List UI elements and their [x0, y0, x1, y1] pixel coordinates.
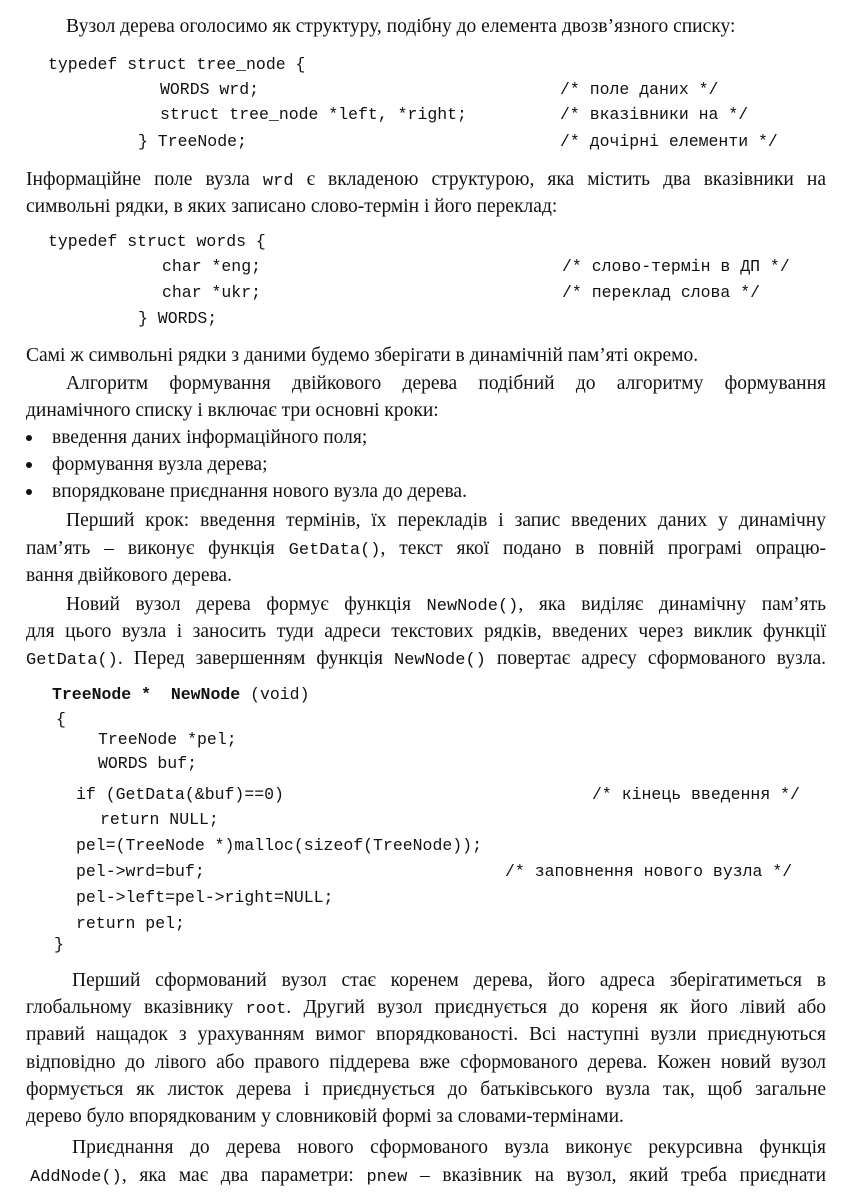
paragraph-line: AddNode(), яка має два параметри: pnew – вказівник на вузол, який треба приєднати [30, 1165, 827, 1187]
code-comment: /* заповнення нового вузла */ [505, 862, 793, 881]
code-line: pel->left=pel->right=NULL; [76, 888, 334, 907]
paragraph-line: символьні рядки, в яких записано слово-термін і його переклад: [26, 196, 558, 217]
code-line: } TreeNode; [138, 132, 247, 151]
inline-code: GetData() [26, 651, 118, 670]
code-line: { [56, 710, 66, 729]
code-line: typedef struct tree_node { [48, 55, 306, 74]
code-line: TreeNode *pel; [98, 730, 237, 749]
code-comment: /* вказівники на */ [560, 105, 749, 124]
bullet-icon [26, 489, 32, 495]
paragraph-line: правий нащадок з урахуванням вимог впорядкованості. Всі наступні вузли приєднуються [26, 1024, 826, 1045]
paragraph-line: для цього вузла і заносить туди адреси текстових рядків, введених через виклик функції [26, 621, 826, 642]
code-comment: /* кінець введення */ [592, 785, 800, 804]
code-line: return NULL; [100, 810, 219, 829]
paragraph-addnode: Приєднання до дерева нового сформованого вузла виконує рекурсивна функція [72, 1137, 826, 1158]
code-line: return pel; [76, 914, 185, 933]
paragraph-first-step: Перший крок: введення термінів, їх перекладів і запис введених даних у динамічну [66, 510, 826, 531]
code-line: if (GetData(&buf)==0) [76, 785, 284, 804]
code-comment: /* дочірні елементи */ [560, 132, 778, 151]
inline-code: GetData() [288, 541, 381, 560]
document-page: Вузол дерева оголосимо як структуру, подібну до елемента двозв’язного списку: typedef struct tree_node { WORDS wrd; /* поле даних */ struct tree_node *left, *right; /* вказівники на */ } TreeNode; /* дочірні елементи */ Інформаційне поле вузла wrd є вкладеною структурою, яка містить два вказівники на символьні рядки, в яких записано слово-термін і його переклад: typedef struct words { char *eng; /* слово-термін в ДП */ char *ukr; /* переклад слова */ } WORDS; Самі ж символьні рядки з даними будемо зберігати в динамічній пам’яті окремо. Алгоритм формування двійкового дерева подібний до алгоритму формування динамічного списку і включає три основні кроки: введення даних інформаційного поля; формування вузла дерева; впорядковане приєднання нового вузла до дерева. Перший крок: введення термінів, їх перекладів і запис введених даних у динамічну пам’ять – виконує функція GetData(), текст якої подано в повній програмі опрацю- вання двійкового дерева. Новий вузол дерева формує функція NewNode(), яка виділяє динамічну пам’ять для цього вузла і заносить туди адреси текстових рядків, введених через виклик функції GetData(). Перед завершенням функція NewNode() повертає адресу сформованого вузла. TreeNode * NewNode (void) { TreeNode *pel; WORDS buf; if (GetData(&buf)==0) /* кінець введення */ return NULL; pel=(TreeNode *)malloc(sizeof(TreeNode)); pel->wrd=buf; /* заповнення нового вузла */ pel->left=pel->right=NULL; return pel; } Перший сформований вузол стає коренем дерева, його адреса зберігатиметься в глобальному вказівнику root. Другий вузол приєднується до кореня як його лівий або правий нащадок з урахуванням вимог впорядкованості. Всі наступні вузли приєднуються відповідно до лівого або правого піддерева вже сформованого дерева. Кожен новий вузол формується як листок дерева і приєднується до батьківського вузла так, щоб загальне дерево було впорядкованим у словниковій формі за словами-термінами. Приєднання до дерева нового сформованого вузла виконує рекурсивна функція AddNode(), яка має два параметри: pnew – вказівник на вузол, який треба приєднати [0, 0, 863, 1198]
paragraph-line: вання двійкового дерева. [26, 565, 232, 586]
code-line: TreeNode * NewNode (void) [52, 685, 310, 704]
inline-code: pnew [366, 1168, 408, 1187]
inline-code: NewNode() [394, 651, 486, 670]
paragraph-line: відповідно до лівого або правого піддерева вже сформованого дерева. Кожен новий вузол [26, 1052, 826, 1073]
code-line: char *eng; [162, 257, 262, 276]
paragraph-intro: Вузол дерева оголосимо як структуру, подібну до елемента двозв’язного списку: [66, 16, 736, 37]
code-line: } [54, 935, 64, 954]
bullet-icon [26, 462, 32, 468]
bullet-icon [26, 435, 32, 441]
inline-code: AddNode() [30, 1168, 122, 1187]
inline-code: wrd [262, 172, 294, 191]
paragraph-line: динамічного списку і включає три основні кроки: [26, 400, 439, 421]
code-line: typedef struct words { [48, 232, 266, 251]
code-line: pel=(TreeNode *)malloc(sizeof(TreeNode)); [76, 836, 482, 855]
paragraph-new-node: Новий вузол дерева формує функція NewNode(), яка виділяє динамічну пам’ять [66, 594, 827, 616]
paragraph-line: формується як листок дерева і приєднується до батьківського вузла так, щоб загальне [26, 1079, 826, 1100]
inline-code: NewNode() [426, 597, 519, 616]
code-comment: /* поле даних */ [560, 80, 719, 99]
code-comment: /* слово-термін в ДП */ [562, 257, 790, 276]
code-line: WORDS wrd; [160, 80, 260, 99]
paragraph-line: дерево було впорядкованим у словниковій формі за словами-термінами. [26, 1106, 624, 1127]
paragraph-algorithm: Алгоритм формування двійкового дерева подібний до алгоритму формування [66, 373, 826, 394]
code-line: struct tree_node *left, *right; [160, 105, 467, 124]
code-line: pel->wrd=buf; [76, 862, 205, 881]
paragraph-line: глобальному вказівнику root. Другий вузол приєднується до кореня як його лівий або [26, 997, 827, 1019]
code-comment: /* переклад слова */ [562, 283, 761, 302]
code-line: char *ukr; [162, 283, 262, 302]
paragraph-line: GetData(). Перед завершенням функція NewNode() повертає адресу сформованого вузла. [26, 648, 826, 670]
code-line: WORDS buf; [98, 754, 198, 773]
paragraph-line: пам’ять – виконує функція GetData(), текст якої подано в повній програмі опрацю- [26, 538, 827, 560]
paragraph-dynamic-memory: Самі ж символьні рядки з даними будемо зберігати в динамічній пам’яті окремо. [26, 345, 699, 366]
inline-code: root [245, 1000, 287, 1019]
paragraph-info-field: Інформаційне поле вузла wrd є вкладеною структурою, яка містить два вказівники на [26, 169, 827, 191]
code-line: } WORDS; [138, 309, 218, 328]
paragraph-root-node: Перший сформований вузол стає коренем дерева, його адреса зберігатиметься в [72, 970, 826, 991]
